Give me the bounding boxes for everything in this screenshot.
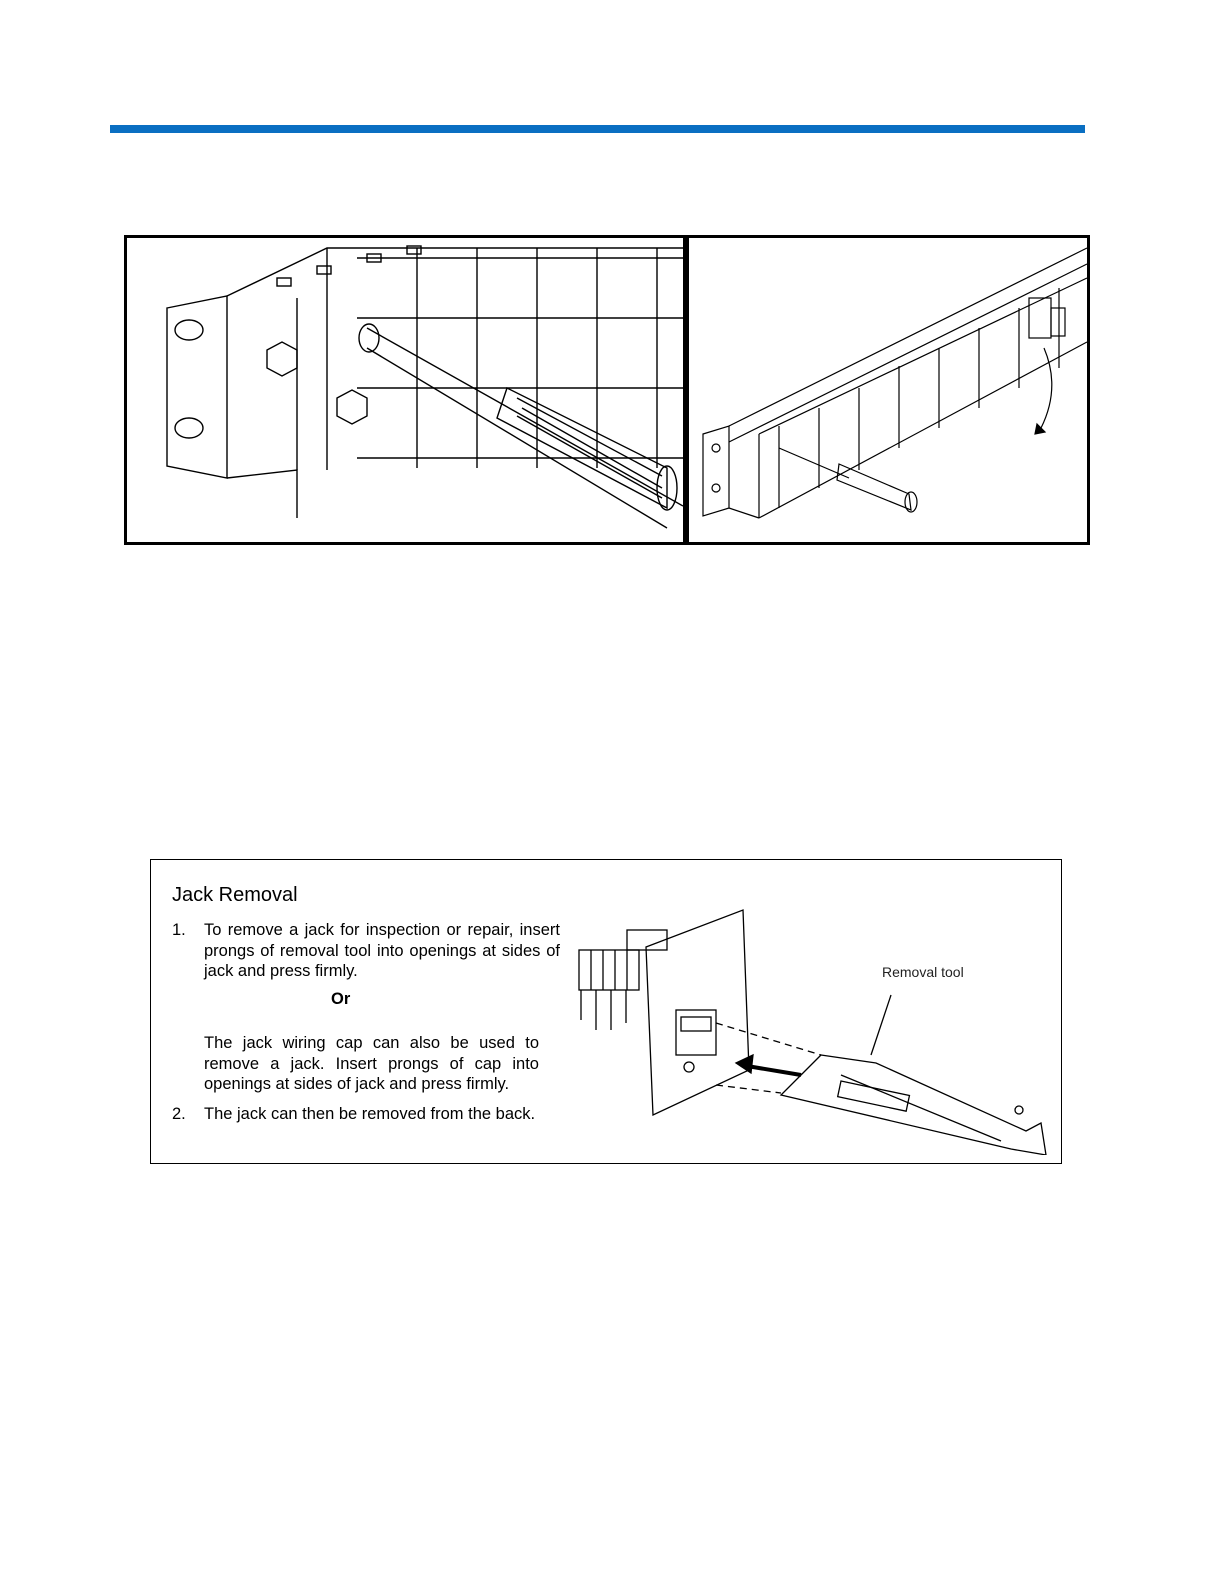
removal-tool-callout: Removal tool xyxy=(882,964,964,980)
or-label: Or xyxy=(331,990,351,1008)
step-1-number: 1. xyxy=(172,921,186,939)
jack-removal-title: Jack Removal xyxy=(172,884,298,906)
step-1-text: To remove a jack for inspection or repair, insert prongs of removal tool into openings at sides of jack and press firmly. xyxy=(204,921,560,980)
rack-panel-overview-icon xyxy=(689,238,1087,542)
figure-panel-overview xyxy=(686,235,1090,545)
jack-removal-illustration xyxy=(571,905,1051,1155)
step-2-text: The jack can then be removed from the back. xyxy=(204,1105,536,1123)
header-rule xyxy=(110,125,1085,133)
rack-panel-closeup-icon xyxy=(127,238,683,542)
step-2-number: 2. xyxy=(172,1105,186,1123)
alternative-text: The jack wiring cap can also be used to remove a jack. Insert prongs of cap into openings at sides of jack and press firmly. xyxy=(204,1034,539,1093)
jack-removal-tool-icon xyxy=(571,905,1051,1155)
jack-removal-box xyxy=(150,859,1062,1164)
figure-panel-closeup xyxy=(124,235,686,545)
